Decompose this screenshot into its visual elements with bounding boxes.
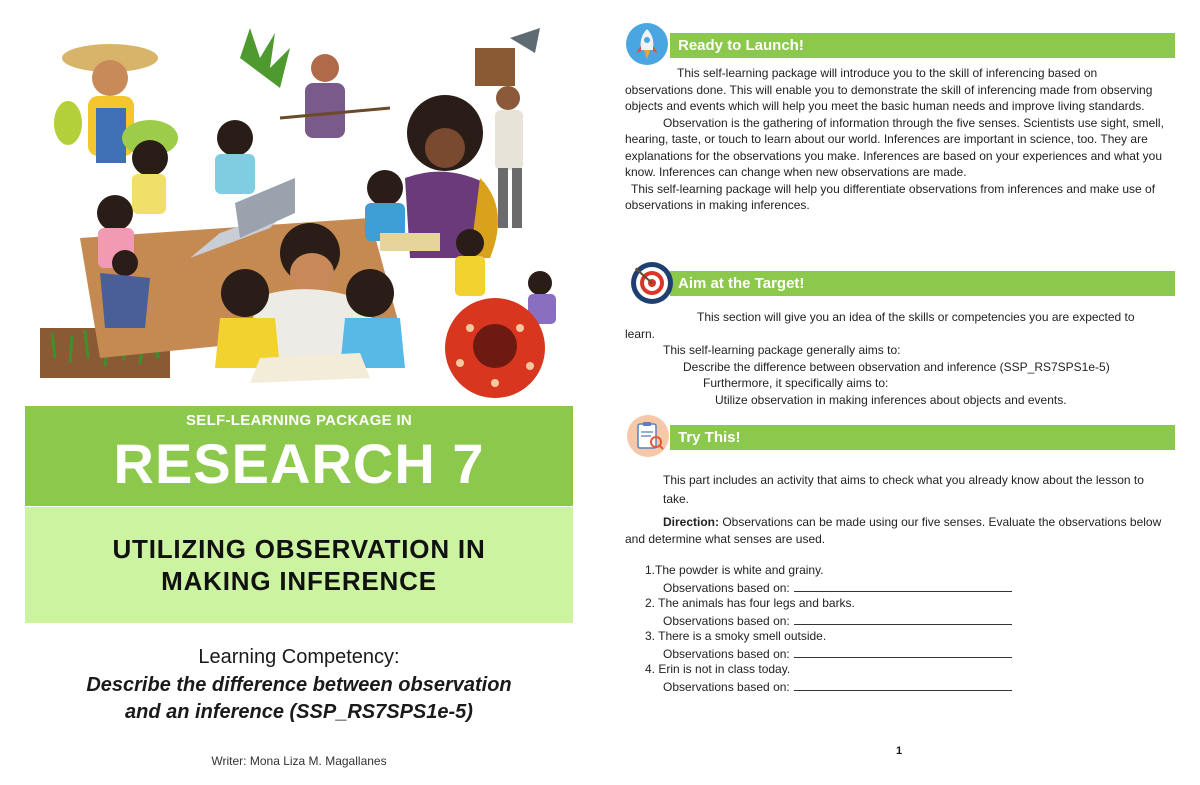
answer-row-2[interactable]	[663, 613, 1012, 628]
aim-paragraph-3: Describe the difference between observation and inference (SSP_RS7SPS1e-5)	[683, 359, 1110, 374]
answer-blank-4[interactable]	[794, 679, 1012, 691]
cover-banner-bottom	[25, 507, 573, 623]
launch-paragraph-3: This self-learning package will help you differentiate observations from inferences and make use of observations in making inferences.	[625, 181, 1156, 212]
page-number: 1	[896, 745, 903, 757]
competency-line2: and an inference (SSP_RS7SPS1e-5)	[125, 701, 473, 723]
cover-kicker: SELF-LEARNING PACKAGE IN	[185, 412, 413, 429]
launch-text	[625, 65, 1165, 214]
answer-label-4: Observations based on:	[663, 680, 790, 694]
question-1: 1.The powder is white and grainy.	[645, 563, 824, 577]
cover-illustration	[40, 28, 570, 400]
try-intro	[625, 471, 1165, 509]
answer-label-1: Observations based on:	[663, 581, 790, 595]
launch-paragraph-1: This self-learning package will introduce you to the skill of inferencing based on observations done. This will enable you to demonstrate the skill of inferencing made from observing objects and events which will help you meet the basic human needs and improve living standards.	[625, 66, 1153, 113]
competency-description	[25, 672, 573, 726]
answer-blank-3[interactable]	[794, 646, 1012, 658]
writer-credit: Writer: Mona Liza M. Magallanes	[211, 754, 387, 768]
answer-row-1[interactable]	[663, 580, 1012, 595]
aim-text	[625, 309, 1165, 408]
direction-label: Direction:	[663, 515, 720, 529]
section-header-try: Try This!	[670, 425, 1175, 450]
section-header-aim: Aim at the Target!	[670, 271, 1175, 296]
target-icon	[630, 261, 674, 305]
aim-paragraph-1: This section will give you an idea of the skills or competencies you are expected to learn.	[625, 310, 1135, 341]
answer-label-3: Observations based on:	[663, 647, 790, 661]
answer-blank-1[interactable]	[794, 580, 1012, 592]
aim-paragraph-2: This self-learning package generally aims to:	[663, 343, 901, 357]
competency-label: Learning Competency:	[198, 646, 400, 668]
competency-line1: Describe the difference between observation	[86, 674, 512, 696]
aim-paragraph-5: Utilize observation in making inferences about objects and events.	[715, 392, 1067, 407]
cover-title-line2: MAKING INFERENCE	[161, 566, 437, 596]
farmer-figure	[240, 28, 390, 138]
try-direction	[625, 514, 1165, 547]
rocket-icon	[625, 22, 669, 66]
clipboard-icon	[626, 414, 670, 458]
girl-figure	[455, 229, 485, 296]
question-3: 3. There is a smoky smell outside.	[645, 629, 827, 643]
question-2: 2. The animals has four legs and barks.	[645, 596, 855, 610]
cover-title-line1: UTILIZING OBSERVATION IN	[112, 534, 486, 564]
rafflesia-flower	[445, 298, 545, 398]
direction-text: Observations can be made using our five senses. Evaluate the observations below and determine what senses are used.	[625, 515, 1162, 546]
try-paragraph-1: This part includes an activity that aims to check what you already know about the lesson to take.	[663, 473, 1144, 506]
launch-paragraph-2: Observation is the gathering of information through the five senses. Scientists use sight, smell, hearing, taste, or touch to learn about our world. Inferences are important in science, too. They are explanations for the observations you make. Inferences are based on your experiences and what you know. Inferences can change when new observations are made.	[625, 115, 1164, 179]
learning-competency	[25, 646, 573, 726]
answer-row-3[interactable]	[663, 646, 1012, 661]
answer-label-2: Observations based on:	[663, 614, 790, 628]
answer-row-4[interactable]	[663, 679, 1012, 694]
section-header-launch: Ready to Launch!	[670, 33, 1175, 58]
aim-paragraph-4: Furthermore, it specifically aims to:	[703, 376, 889, 390]
answer-blank-2[interactable]	[794, 613, 1012, 625]
question-4: 4. Erin is not in class today.	[645, 662, 791, 676]
cover-title	[64, 533, 534, 597]
cover-subject: RESEARCH 7	[113, 432, 485, 495]
cover-banner-top	[25, 406, 573, 506]
